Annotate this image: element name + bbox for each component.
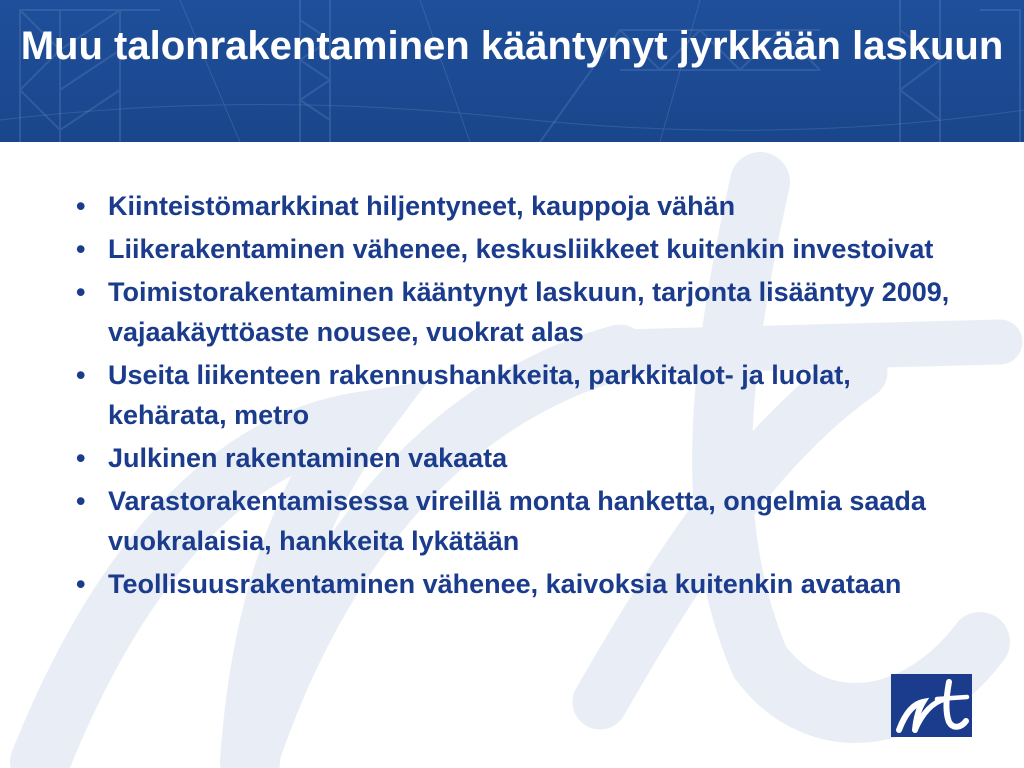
- list-item: [70, 438, 970, 478]
- bullet-text: Teollisuusrakentaminen vähenee, kaivoksia kuitenkin avataan: [108, 569, 902, 599]
- bullet-text: Varastorakentamisessa vireillä monta hanketta, ongelmia saada vuokralaisia, hankkeita lykätään: [108, 486, 926, 556]
- bullet-dot: •: [76, 486, 86, 516]
- bullet-text: Julkinen rakentaminen vakaata: [108, 443, 508, 473]
- bullet-text: Toimistorakentaminen kääntynyt laskuun, tarjonta lisääntyy 2009, vajaakäyttöaste nousee, vuokrat alas: [108, 277, 950, 347]
- bullet-content: [70, 186, 970, 607]
- list-item: [70, 186, 970, 226]
- list-item: [70, 229, 970, 269]
- bullet-text: Useita liikenteen rakennushankkeita, parkkitalot- ja luolat, kehärata, metro: [108, 360, 851, 430]
- bullet-text: Liikerakentaminen vähenee, keskusliikkeet kuitenkin investoivat: [108, 234, 934, 264]
- list-item: [70, 481, 970, 561]
- list-item: [70, 355, 970, 435]
- list-item: [70, 272, 970, 352]
- list-item: [70, 564, 970, 604]
- bullet-dot: •: [76, 191, 86, 221]
- bullet-dot: •: [76, 360, 86, 390]
- bullet-text: Kiinteistömarkkinat hiljentyneet, kauppoja vähän: [108, 191, 736, 221]
- bullet-dot: •: [76, 443, 86, 473]
- rt-logo-icon: [891, 674, 972, 737]
- bullet-dot: •: [76, 234, 86, 264]
- title-header: [0, 0, 1024, 142]
- bullet-list: [70, 186, 970, 604]
- bullet-dot: •: [76, 277, 86, 307]
- bullet-dot: •: [76, 569, 86, 599]
- slide-title: Muu talonrakentaminen kääntynyt jyrkkään laskuun: [20, 24, 1004, 68]
